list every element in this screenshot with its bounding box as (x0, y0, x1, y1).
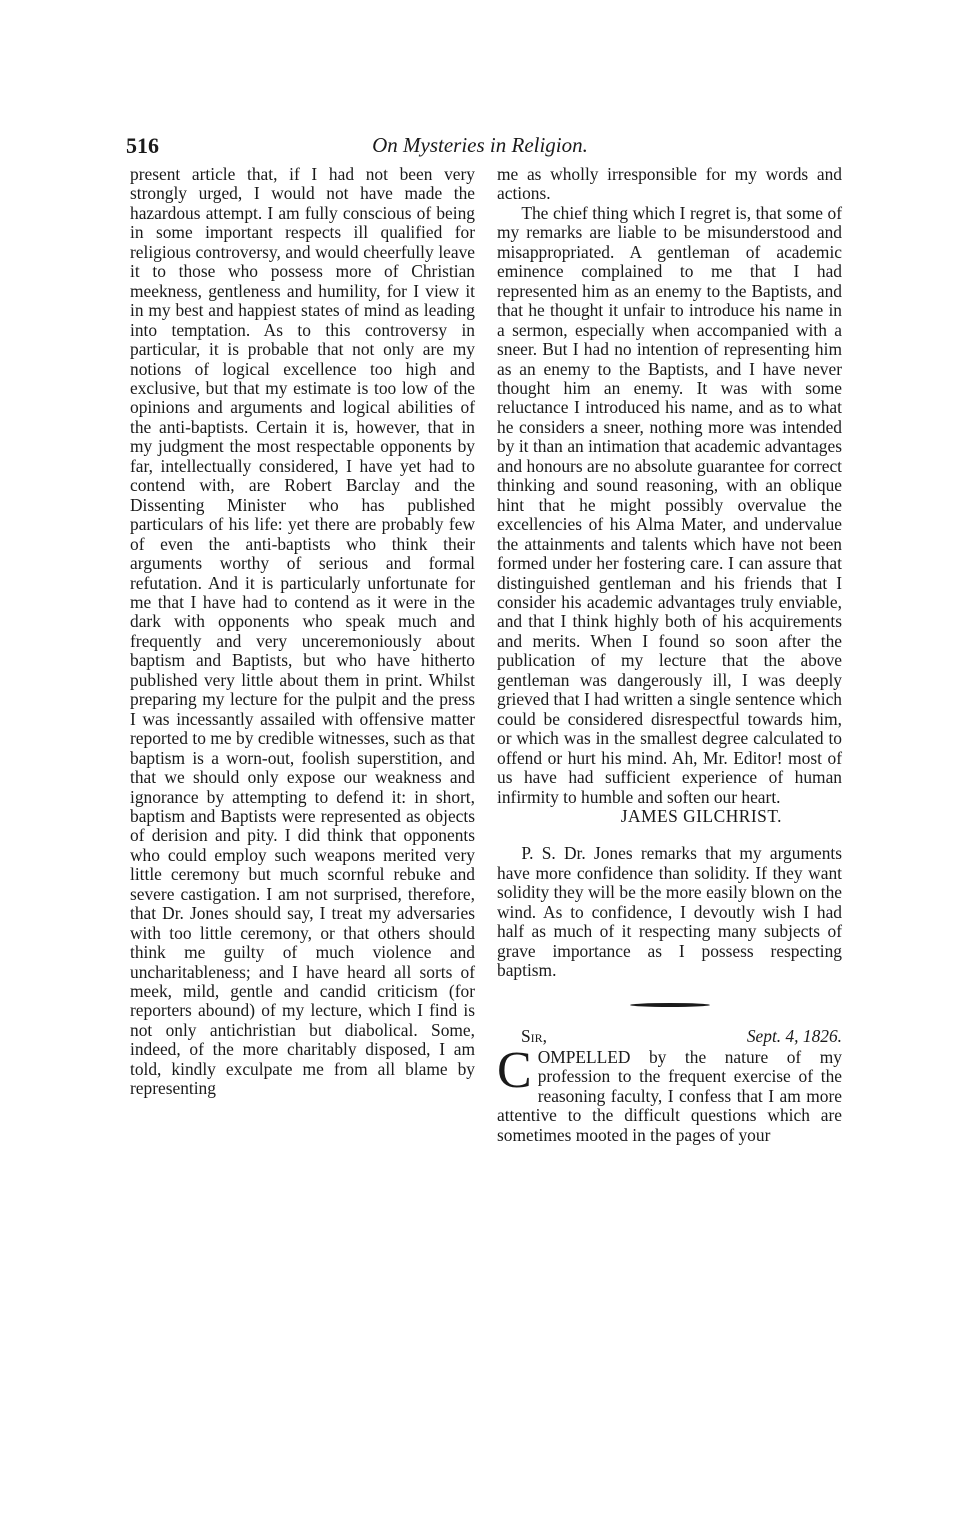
right-column-para-2: The chief thing which I regret is, that some of my remarks are liable to be misunderstood and misappropriated. A gentleman of academic eminence complained to me that I had represented him as an enemy to the Baptists, and that he thought it unfair to introduce his name in a sermon, especially when accompanied with a sneer. But I had no intention of representing him as an enemy to the Baptists, and I have never thought him an enemy. It was with some reluctance I introduced his name, and as to what he considers a sneer, nothing more was intended by it than an intimation that academic advantages and honours are no absolute guarantee for correct thinking and sound reasoning, with an oblique hint that he might possibly overvalue the excellencies of his Alma Mater, and undervalue the attainments and talents which have not been formed under her fostering care. I can assure that distinguished gentleman and his friends that I consider his academic advantages truly enviable, and that I think highly both of his acquirements and merits. When I found so soon after the publication of my lecture that the above gentleman was dangerously ill, I was deeply grieved that I had written a single sentence which could be considered disrespectful towards him, or which was in the smallest degree calculated to offend or hurt his mind. Ah, Mr. Editor! most of us have had sufficient experience of human infirmity to humble and soften our heart. (497, 202, 842, 807)
salutation: Sir, (521, 1025, 548, 1046)
letter-date: Sept. 4, 1826. (746, 1025, 842, 1046)
letter-heading (497, 1027, 842, 1046)
right-column-para-1: me as wholly irresponsible for my words and actions. (497, 164, 842, 204)
next-letter-text: OMPELLED by the nature of my profession to the frequent exercise of the reasoning faculty, I confess that I am more attentive to the difficult questions which are sometimes mooted in the pages of your (497, 1047, 842, 1145)
page-number: 516 (126, 133, 159, 158)
left-column-text: present article that, if I had not been very strongly urged, I would not have made the hazardous attempt. I am fully conscious of being in some important respects ill qualified for religious controversy, and would cheerfully leave it to those who possess more of Christian meekness, gentleness and humility, for I view it in my best and happiest states of mind as leading into temptation. As to this controversy in particular, it is probable that not only are my notions of logical excellence too high and exclusive, but that my estimate is too low of the opinions and arguments and logical abilities of the anti-baptists. Certain it is, however, that in my judgment the most respectable opponents by far, intellectually considered, I have yet had to contend with, are Robert Barclay and the Dissenting Minister who has published particulars of his life: yet there are probably few of even the anti-baptists who think their arguments worthy of serious and formal refutation. And it is particularly unfortunate for me that I have had to contend as it were in the dark with opponents who speak much and frequently and very unceremoniously about baptism and Baptists, but who have hitherto published very little about them in print. Whilst preparing my lecture for the pulpit and the press I was incessantly assailed with offensive matter reported to me by credible witnesses, such as that baptism is a worn-out, foolish superstition, and that we should only expose our weakness and ignorance by attempting to defend it: in short, baptism and Baptists were represented as objects of derision and pity. I did think that opponents who could employ such weapons merited very little ceremony but much scornful rebuke and severe castigation. I am not surprised, therefore, that Dr. Jones should say, I treat my adversaries with too little ceremony, or that others should think me guilty of much violence and uncharitableness; and I have heard all sorts of meek, mild, gentle and candid criticism (for reporters abound) of my lecture, which I find is not only antichristian but diabolical. Some, indeed, of the more charitably disposed, I am told, kindly exculpate me from all blame by representing (130, 164, 475, 1099)
section-divider (630, 1003, 710, 1007)
right-column (497, 165, 842, 1145)
postscript: P. S. Dr. Jones remarks that my arguments have more confidence than solidity. If they want solidity they will be the more easily blown on the wind. As to confidence, I devoutly wish I had half as much of it respecting many subjects of grave importance as I possess respecting baptism. (497, 843, 842, 981)
signature: JAMES GILCHRIST. (620, 805, 782, 826)
next-letter-opening (497, 1042, 842, 1145)
left-column (130, 165, 475, 1099)
running-head: On Mysteries in Religion. (372, 133, 588, 157)
drop-cap: C (497, 1042, 532, 1100)
